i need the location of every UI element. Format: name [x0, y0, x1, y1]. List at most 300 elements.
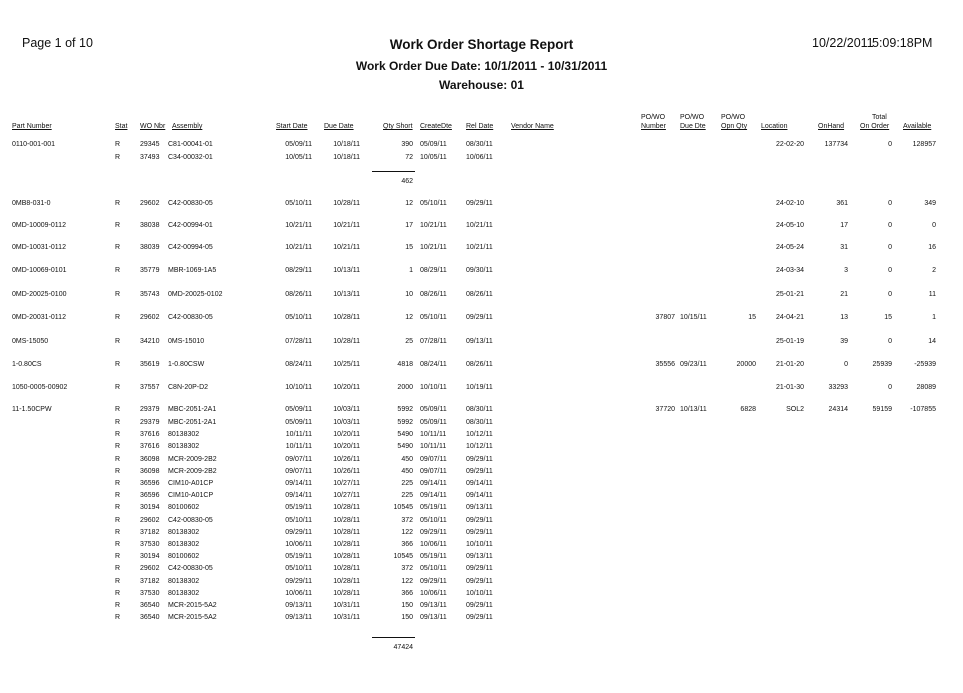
col-qty-short: Qty Short	[383, 123, 413, 130]
cell-create-date: 09/07/11	[420, 456, 447, 463]
cell-qty-short: 390	[401, 141, 413, 148]
cell-location: 21-01-20	[775, 361, 804, 368]
cell-wo-nbr: 29379	[140, 406, 160, 413]
cell-assembly: C42-00830-05	[168, 565, 213, 572]
cell-onhand: 3	[844, 267, 848, 274]
cell-stat: R	[115, 565, 121, 572]
cell-stat: R	[115, 504, 121, 511]
cell-create-date: 05/09/11	[420, 141, 447, 148]
cell-assembly: 0MS-15010	[168, 338, 205, 345]
cell-start-date: 05/19/11	[285, 504, 312, 511]
cell-qty-short: 5992	[397, 419, 413, 426]
cell-wo-nbr: 36540	[140, 602, 160, 609]
cell-available: -25939	[914, 361, 936, 368]
cell-stat: R	[115, 338, 121, 345]
cell-start-date: 05/10/11	[285, 314, 312, 321]
col-po-qty: Opn Qty	[721, 123, 748, 130]
cell-rel-date: 10/10/11	[466, 590, 493, 597]
cell-qty-short: 2000	[397, 384, 413, 391]
cell-create-date: 10/21/11	[420, 222, 447, 229]
cell-stat: R	[115, 419, 121, 426]
cell-part-number: 11-1.50CPW	[12, 406, 52, 413]
cell-assembly: 80138302	[168, 578, 200, 585]
cell-due-date: 10/18/11	[333, 154, 360, 161]
cell-start-date: 10/11/11	[285, 431, 312, 438]
cell-create-date: 09/13/11	[420, 602, 447, 609]
cell-stat: R	[115, 244, 121, 251]
report-date: 10/22/2011	[812, 36, 874, 50]
cell-start-date: 09/07/11	[285, 456, 312, 463]
cell-location: SOL2	[786, 406, 804, 413]
cell-due-date: 10/28/11	[333, 504, 360, 511]
cell-create-date: 09/13/11	[420, 614, 447, 621]
cell-rel-date: 09/29/11	[466, 314, 493, 321]
cell-stat: R	[115, 541, 121, 548]
cell-rel-date: 10/06/11	[466, 154, 493, 161]
cell-po-number: 37720	[655, 406, 675, 413]
cell-assembly: 80138302	[168, 541, 200, 548]
col-stat: Stat	[115, 123, 128, 130]
cell-start-date: 10/10/11	[285, 384, 312, 391]
cell-stat: R	[115, 222, 121, 229]
cell-qty-short: 72	[405, 154, 413, 161]
cell-wo-nbr: 29345	[140, 141, 160, 148]
cell-create-date: 07/28/11	[420, 338, 447, 345]
cell-qty-short: 15	[405, 244, 413, 251]
cell-qty-short: 10545	[393, 504, 413, 511]
cell-qty-short: 1	[409, 267, 413, 274]
cell-assembly: MBC-2051-2A1	[168, 406, 217, 413]
cell-rel-date: 09/29/11	[466, 456, 493, 463]
cell-qty-short: 12	[405, 200, 413, 207]
cell-assembly: CIM10-A01CP	[168, 480, 214, 487]
cell-qty-short: 5992	[397, 406, 413, 413]
cell-due-date: 10/27/11	[333, 492, 360, 499]
cell-location: 21-01-30	[775, 384, 804, 391]
cell-qty-short: 450	[401, 456, 413, 463]
col-start-date: Start Date	[276, 123, 308, 130]
cell-assembly: C34-00032-01	[168, 154, 213, 161]
cell-assembly: 0MD-20025-0102	[168, 291, 223, 298]
cell-total-on-order: 0	[888, 291, 892, 298]
cell-rel-date: 09/29/11	[466, 517, 493, 524]
cell-po-open-qty: 6828	[740, 406, 756, 413]
cell-total-on-order: 0	[888, 244, 892, 251]
cell-part-number: 0MB8-031-0	[12, 200, 51, 207]
cell-available: 1	[932, 314, 936, 321]
cell-stat: R	[115, 480, 121, 487]
cell-create-date: 10/06/11	[420, 590, 447, 597]
cell-rel-date: 08/30/11	[466, 406, 493, 413]
cell-part-number: 0MD-10009-0112	[12, 222, 66, 229]
cell-create-date: 08/29/11	[420, 267, 447, 274]
cell-stat: R	[115, 517, 121, 524]
cell-start-date: 09/14/11	[285, 480, 312, 487]
cell-assembly: 80138302	[168, 443, 200, 450]
cell-total-on-order: 15	[884, 314, 892, 321]
cell-part-number: 0110-001-001	[12, 141, 56, 148]
cell-stat: R	[115, 492, 121, 499]
cell-po-due-date: 09/23/11	[680, 361, 707, 368]
cell-stat: R	[115, 431, 121, 438]
cell-start-date: 10/06/11	[285, 541, 312, 548]
cell-assembly: 1-0.80CSW	[168, 361, 205, 368]
cell-wo-nbr: 29602	[140, 517, 160, 524]
cell-stat: R	[115, 267, 121, 274]
cell-due-date: 10/18/11	[333, 141, 360, 148]
cell-location: 24-02-10	[775, 200, 804, 207]
cell-wo-nbr: 34210	[140, 338, 160, 345]
cell-create-date: 05/19/11	[420, 553, 447, 560]
cell-available: -107855	[910, 406, 936, 413]
cell-start-date: 05/09/11	[285, 419, 312, 426]
cell-create-date: 09/07/11	[420, 468, 447, 475]
cell-total-on-order: 59159	[872, 406, 892, 413]
col-vendor-name: Vendor Name	[511, 123, 554, 130]
cell-qty-short: 150	[401, 614, 413, 621]
cell-onhand: 0	[844, 361, 848, 368]
cell-start-date: 07/28/11	[285, 338, 312, 345]
cell-wo-nbr: 29602	[140, 314, 160, 321]
cell-wo-nbr: 38039	[140, 244, 160, 251]
cell-assembly: MCR-2015-5A2	[168, 614, 217, 621]
cell-rel-date: 09/29/11	[466, 578, 493, 585]
cell-wo-nbr: 35743	[140, 291, 160, 298]
cell-start-date: 05/10/11	[285, 517, 312, 524]
report-time: 5:09:18PM	[872, 36, 933, 50]
cell-assembly: C8N-20P-D2	[168, 384, 209, 391]
cell-available: 128957	[912, 141, 936, 148]
cell-due-date: 10/20/11	[333, 431, 360, 438]
cell-wo-nbr: 36540	[140, 614, 160, 621]
cell-due-date: 10/26/11	[333, 456, 360, 463]
cell-available: 349	[924, 200, 936, 207]
col-onhand: OnHand	[818, 123, 845, 130]
cell-due-date: 10/20/11	[333, 384, 360, 391]
cell-due-date: 10/26/11	[333, 468, 360, 475]
cell-assembly: MCR-2009-2B2	[168, 468, 217, 475]
cell-start-date: 10/05/11	[285, 154, 312, 161]
cell-stat: R	[115, 291, 121, 298]
cell-create-date: 10/21/11	[420, 244, 447, 251]
group-total: 47424	[393, 644, 413, 651]
cell-rel-date: 08/30/11	[466, 141, 493, 148]
cell-create-date: 05/10/11	[420, 565, 447, 572]
group-total: 462	[401, 178, 413, 185]
cell-wo-nbr: 36098	[140, 456, 160, 463]
cell-rel-date: 08/30/11	[466, 419, 493, 426]
cell-location: 24-05-24	[775, 244, 804, 251]
cell-onhand: 361	[836, 200, 848, 207]
cell-stat: R	[115, 314, 121, 321]
cell-rel-date: 09/29/11	[466, 565, 493, 572]
cell-due-date: 10/28/11	[333, 517, 360, 524]
cell-stat: R	[115, 553, 121, 560]
cell-due-date: 10/28/11	[333, 200, 360, 207]
cell-start-date: 05/19/11	[285, 553, 312, 560]
cell-create-date: 09/29/11	[420, 529, 447, 536]
cell-available: 28089	[916, 384, 936, 391]
cell-rel-date: 09/30/11	[466, 267, 493, 274]
cell-qty-short: 25	[405, 338, 413, 345]
cell-due-date: 10/25/11	[333, 361, 360, 368]
cell-due-date: 10/28/11	[333, 565, 360, 572]
cell-start-date: 10/11/11	[285, 443, 312, 450]
cell-total-on-order: 0	[888, 267, 892, 274]
cell-rel-date: 08/26/11	[466, 361, 493, 368]
cell-qty-short: 366	[401, 590, 413, 597]
cell-wo-nbr: 36596	[140, 480, 160, 487]
cell-qty-short: 372	[401, 517, 413, 524]
cell-stat: R	[115, 384, 121, 391]
report-title: Work Order Shortage Report	[389, 37, 574, 52]
cell-qty-short: 122	[401, 578, 413, 585]
cell-total-on-order: 0	[888, 200, 892, 207]
cell-assembly: 80100602	[168, 504, 200, 511]
cell-available: 14	[928, 338, 936, 345]
cell-wo-nbr: 37616	[140, 443, 160, 450]
cell-total-on-order: 0	[888, 141, 892, 148]
cell-rel-date: 09/14/11	[466, 480, 493, 487]
cell-stat: R	[115, 578, 121, 585]
subtotal-rule	[372, 171, 415, 172]
cell-rel-date: 10/21/11	[466, 244, 493, 251]
cell-assembly: C42-00994-01	[168, 222, 213, 229]
cell-location: 24-04-21	[775, 314, 804, 321]
col-onorder-top: Total	[872, 114, 887, 121]
cell-rel-date: 10/12/11	[466, 431, 493, 438]
cell-stat: R	[115, 406, 121, 413]
cell-rel-date: 09/29/11	[466, 200, 493, 207]
cell-stat: R	[115, 602, 121, 609]
col-location: Location	[761, 123, 788, 130]
cell-start-date: 10/21/11	[285, 244, 312, 251]
cell-start-date: 08/29/11	[285, 267, 312, 274]
cell-assembly: C42-00994-05	[168, 244, 213, 251]
cell-wo-nbr: 29379	[140, 419, 160, 426]
col-po-number: Number	[641, 123, 666, 130]
cell-wo-nbr: 37493	[140, 154, 160, 161]
cell-create-date: 05/19/11	[420, 504, 447, 511]
cell-part-number: 0MS-15050	[12, 338, 49, 345]
cell-po-due-date: 10/13/11	[680, 406, 707, 413]
cell-start-date: 05/10/11	[285, 565, 312, 572]
cell-create-date: 08/24/11	[420, 361, 447, 368]
cell-start-date: 09/07/11	[285, 468, 312, 475]
cell-part-number: 1-0.80CS	[12, 361, 42, 368]
cell-available: 0	[932, 222, 936, 229]
cell-wo-nbr: 29602	[140, 200, 160, 207]
col-po-number-top: PO/WO	[641, 114, 666, 121]
cell-wo-nbr: 36596	[140, 492, 160, 499]
cell-qty-short: 225	[401, 480, 413, 487]
cell-create-date: 10/10/11	[420, 384, 447, 391]
cell-assembly: C42-00830-05	[168, 517, 213, 524]
cell-assembly: 80138302	[168, 431, 200, 438]
cell-wo-nbr: 36098	[140, 468, 160, 475]
cell-due-date: 10/03/11	[333, 406, 360, 413]
cell-assembly: 80138302	[168, 590, 200, 597]
cell-due-date: 10/28/11	[333, 578, 360, 585]
cell-create-date: 05/09/11	[420, 406, 447, 413]
cell-location: 24-03-34	[775, 267, 804, 274]
col-po-due-top: PO/WO	[680, 114, 705, 121]
col-assembly: Assembly	[172, 123, 203, 130]
cell-stat: R	[115, 456, 121, 463]
cell-rel-date: 10/10/11	[466, 541, 493, 548]
cell-onhand: 39	[840, 338, 848, 345]
cell-assembly: MCR-2015-5A2	[168, 602, 217, 609]
cell-due-date: 10/31/11	[333, 602, 360, 609]
cell-total-on-order: 25939	[872, 361, 892, 368]
cell-part-number: 1050-0005-00902	[12, 384, 68, 391]
col-rel-date: Rel Date	[466, 123, 494, 130]
cell-po-due-date: 10/15/11	[680, 314, 707, 321]
cell-rel-date: 09/13/11	[466, 338, 493, 345]
cell-due-date: 10/28/11	[333, 338, 360, 345]
cell-wo-nbr: 37530	[140, 590, 160, 597]
cell-available: 16	[928, 244, 936, 251]
cell-wo-nbr: 37557	[140, 384, 160, 391]
cell-rel-date: 09/29/11	[466, 529, 493, 536]
cell-location: 24-05-10	[775, 222, 804, 229]
cell-wo-nbr: 35779	[140, 267, 160, 274]
cell-rel-date: 09/29/11	[466, 614, 493, 621]
cell-location: 25-01-19	[775, 338, 804, 345]
cell-onhand: 21	[840, 291, 848, 298]
cell-qty-short: 366	[401, 541, 413, 548]
cell-create-date: 10/11/11	[420, 431, 447, 438]
cell-part-number: 0MD-10069-0101	[12, 267, 67, 274]
cell-create-date: 05/09/11	[420, 419, 447, 426]
cell-po-number: 37807	[655, 314, 675, 321]
cell-due-date: 10/03/11	[333, 419, 360, 426]
cell-qty-short: 12	[405, 314, 413, 321]
cell-due-date: 10/21/11	[333, 244, 360, 251]
cell-assembly: MCR-2009-2B2	[168, 456, 217, 463]
cell-create-date: 08/26/11	[420, 291, 447, 298]
cell-stat: R	[115, 200, 121, 207]
cell-wo-nbr: 37616	[140, 431, 160, 438]
cell-create-date: 10/06/11	[420, 541, 447, 548]
cell-start-date: 05/10/11	[285, 200, 312, 207]
cell-total-on-order: 0	[888, 384, 892, 391]
cell-due-date: 10/28/11	[333, 553, 360, 560]
cell-onhand: 31	[840, 244, 848, 251]
cell-qty-short: 150	[401, 602, 413, 609]
cell-start-date: 09/13/11	[285, 614, 312, 621]
cell-qty-short: 372	[401, 565, 413, 572]
col-available: Available	[903, 123, 932, 130]
cell-wo-nbr: 38038	[140, 222, 160, 229]
cell-qty-short: 5490	[397, 431, 413, 438]
cell-assembly: 80100602	[168, 553, 200, 560]
cell-assembly: MBC-2051-2A1	[168, 419, 217, 426]
cell-po-open-qty: 15	[748, 314, 756, 321]
cell-due-date: 10/20/11	[333, 443, 360, 450]
cell-stat: R	[115, 529, 121, 536]
cell-due-date: 10/28/11	[333, 314, 360, 321]
cell-wo-nbr: 37530	[140, 541, 160, 548]
cell-onhand: 137734	[824, 141, 848, 148]
cell-available: 11	[928, 291, 936, 298]
cell-wo-nbr: 37182	[140, 529, 160, 536]
cell-start-date: 09/29/11	[285, 578, 312, 585]
cell-qty-short: 5490	[397, 443, 413, 450]
cell-po-open-qty: 20000	[736, 361, 756, 368]
cell-wo-nbr: 35619	[140, 361, 160, 368]
cell-part-number: 0MD-10031-0112	[12, 244, 66, 251]
cell-stat: R	[115, 154, 121, 161]
cell-qty-short: 10	[405, 291, 413, 298]
cell-due-date: 10/21/11	[333, 222, 360, 229]
cell-start-date: 08/24/11	[285, 361, 312, 368]
cell-total-on-order: 0	[888, 338, 892, 345]
cell-wo-nbr: 29602	[140, 565, 160, 572]
cell-due-date: 10/28/11	[333, 529, 360, 536]
cell-qty-short: 17	[405, 222, 413, 229]
cell-rel-date: 09/13/11	[466, 553, 493, 560]
cell-start-date: 09/14/11	[285, 492, 312, 499]
cell-create-date: 10/05/11	[420, 154, 447, 161]
cell-create-date: 09/14/11	[420, 480, 447, 487]
cell-total-on-order: 0	[888, 222, 892, 229]
cell-onhand: 24314	[828, 406, 848, 413]
cell-assembly: C42-00830-05	[168, 200, 213, 207]
col-po-due: Due Dte	[680, 123, 706, 130]
cell-create-date: 09/14/11	[420, 492, 447, 499]
cell-assembly: C42-00830-05	[168, 314, 213, 321]
cell-wo-nbr: 37182	[140, 578, 160, 585]
cell-create-date: 05/10/11	[420, 314, 447, 321]
cell-wo-nbr: 30194	[140, 504, 160, 511]
cell-rel-date: 08/26/11	[466, 291, 493, 298]
cell-stat: R	[115, 141, 121, 148]
cell-qty-short: 225	[401, 492, 413, 499]
cell-assembly: CIM10-A01CP	[168, 492, 214, 499]
cell-due-date: 10/28/11	[333, 541, 360, 548]
cell-rel-date: 09/14/11	[466, 492, 493, 499]
cell-stat: R	[115, 468, 121, 475]
cell-part-number: 0MD-20031-0112	[12, 314, 66, 321]
cell-stat: R	[115, 443, 121, 450]
cell-location: 22-02-20	[775, 141, 804, 148]
cell-due-date: 10/31/11	[333, 614, 360, 621]
cell-due-date: 10/28/11	[333, 590, 360, 597]
cell-assembly: MBR-1069-1A5	[168, 267, 217, 274]
col-create-dte: CreateDte	[420, 123, 452, 130]
col-onorder: On Order	[860, 123, 890, 130]
cell-start-date: 10/06/11	[285, 590, 312, 597]
cell-due-date: 10/27/11	[333, 480, 360, 487]
cell-rel-date: 10/21/11	[466, 222, 493, 229]
cell-stat: R	[115, 590, 121, 597]
cell-due-date: 10/13/11	[333, 291, 360, 298]
cell-stat: R	[115, 361, 121, 368]
cell-due-date: 10/13/11	[333, 267, 360, 274]
warehouse-label: Warehouse: 01	[439, 78, 524, 92]
cell-available: 2	[932, 267, 936, 274]
cell-qty-short: 122	[401, 529, 413, 536]
col-due-date: Due Date	[324, 123, 354, 130]
cell-po-number: 35556	[655, 361, 675, 368]
cell-part-number: 0MD-20025-0100	[12, 291, 67, 298]
cell-start-date: 05/09/11	[285, 141, 312, 148]
cell-start-date: 08/26/11	[285, 291, 312, 298]
cell-rel-date: 09/13/11	[466, 504, 493, 511]
cell-stat: R	[115, 614, 121, 621]
cell-onhand: 33293	[828, 384, 848, 391]
